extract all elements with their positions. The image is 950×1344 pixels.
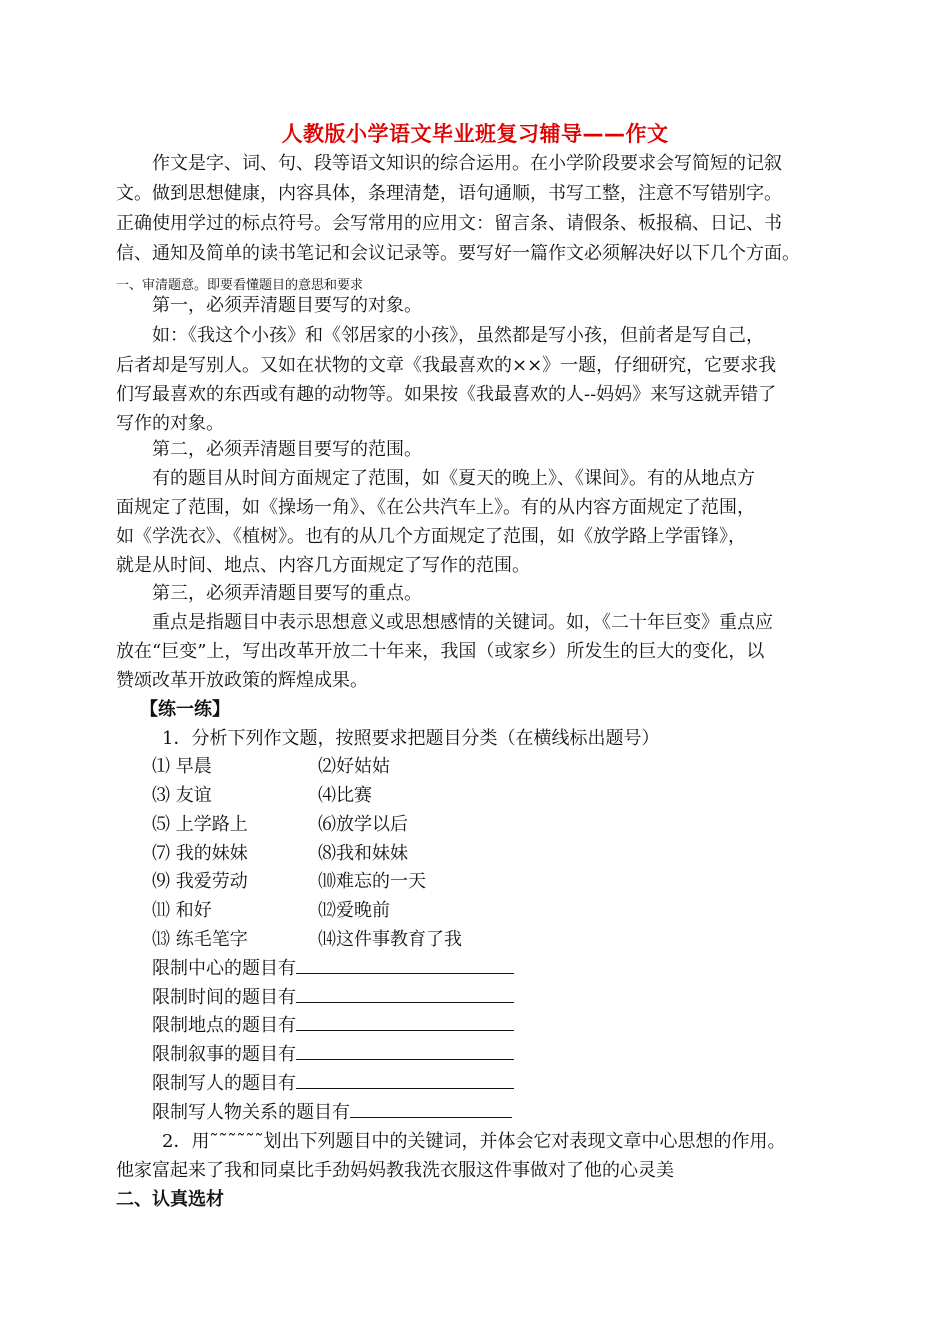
topic-item: ⑸ 上学路上	[152, 814, 248, 835]
topic-item: ⑴ 早晨	[152, 756, 212, 777]
topic-item: ⑼ 我爱劳动	[152, 871, 248, 892]
topic-item: ⑿爱晚前	[318, 900, 390, 921]
intro-line: 正确使用学过的标点符号。会写常用的应用文：留言条、请假条、板报稿、日记、书	[116, 213, 782, 234]
fill-in-label: 限制写人的题目有	[152, 1073, 296, 1094]
point-3-heading: 第三，必须弄清题目要写的重点。	[152, 583, 422, 604]
question-2: 2．用˜˜˜˜˜˜划出下列题目中的关键词，并体会它对表现文章中心思想的作用。	[162, 1131, 786, 1152]
fill-in-row	[152, 1012, 514, 1040]
fill-in-label: 限制中心的题目有	[152, 958, 296, 979]
question-2-topics: 他家富起来了我和同桌比手劲妈妈教我洗衣服这件事做对了他的心灵美	[116, 1160, 674, 1181]
topic-item: ⑶ 友谊	[152, 785, 212, 806]
fill-in-label: 限制时间的题目有	[152, 987, 296, 1008]
topic-item: ⑺ 我的妹妹	[152, 843, 248, 864]
point-1-heading: 第一，必须弄清题目要写的对象。	[152, 295, 422, 316]
intro-line: 文。做到思想健康，内容具体，条理清楚，语句通顺，书写工整，注意不写错别字。	[116, 183, 782, 204]
answer-blank[interactable]	[296, 955, 514, 974]
fill-in-row	[152, 1070, 514, 1098]
point-2-body: 有的题目从时间方面规定了范围，如《夏天的晚上》、《课间》。有的从地点方	[152, 468, 755, 489]
point-1-body: 后者却是写别人。又如在状物的文章《我最喜欢的××》一题，仔细研究，它要求我	[116, 355, 777, 376]
fill-in-label: 限制写人物关系的题目有	[152, 1102, 350, 1123]
intro-line: 信、通知及简单的读书笔记和会议记录等。要写好一篇作文必须解决好以下几个方面。	[116, 243, 800, 264]
topic-item: ⑹放学以后	[318, 814, 408, 835]
topic-item: ⑷比赛	[318, 785, 372, 806]
point-1-body: 写作的对象。	[116, 413, 224, 434]
fill-in-label: 限制地点的题目有	[152, 1015, 296, 1036]
point-2-body: 就是从时间、地点、内容几方面规定了写作的范围。	[116, 555, 530, 576]
fill-in-row	[152, 1041, 514, 1069]
point-3-body: 赞颂改革开放政策的辉煌成果。	[116, 670, 368, 691]
topic-item: ⑾ 和好	[152, 900, 212, 921]
topic-item: ⒁这件事教育了我	[318, 929, 462, 950]
fill-in-row	[152, 955, 514, 983]
fill-in-row	[152, 1099, 512, 1127]
point-2-body: 面规定了范围，如《操场一角》、《在公共汽车上》。有的从内容方面规定了范围，	[116, 497, 755, 518]
fill-in-label: 限制叙事的题目有	[152, 1044, 296, 1065]
answer-blank[interactable]	[350, 1099, 512, 1118]
point-2-heading: 第二，必须弄清题目要写的范围。	[152, 439, 422, 460]
answer-blank[interactable]	[296, 1012, 514, 1031]
fill-in-row	[152, 984, 514, 1012]
intro-line: 作文是字、词、句、段等语文知识的综合运用。在小学阶段要求会写简短的记叙	[152, 153, 782, 174]
point-3-body: 重点是指题目中表示思想意义或思想感情的关键词。如，《二十年巨变》重点应	[152, 612, 773, 633]
practice-heading: 【练一练】	[140, 699, 230, 720]
document-title: 人教版小学语文毕业班复习辅导——作文	[281, 122, 669, 146]
point-1-body: 如：《我这个小孩》和《邻居家的小孩》，虽然都是写小孩，但前者是写自己，	[152, 325, 764, 346]
answer-blank[interactable]	[296, 1070, 514, 1089]
topic-item: ⑽难忘的一天	[318, 871, 426, 892]
answer-blank[interactable]	[296, 984, 514, 1003]
point-2-body: 如《学洗衣》、《植树》。也有的从几个方面规定了范围，如《放学路上学雷锋》，	[116, 526, 746, 547]
point-1-body: 们写最喜欢的东西或有趣的动物等。如果按《我最喜欢的人--妈妈》来写这就弄错了	[116, 384, 777, 405]
answer-blank[interactable]	[296, 1041, 514, 1060]
section-heading-1: 一、审清题意。即要看懂题目的意思和要求	[116, 278, 364, 293]
section-heading-2: 二、认真选材	[116, 1189, 224, 1210]
point-3-body: 放在“巨变”上，写出改革开放二十年来，我国（或家乡）所发生的巨大的变化，以	[116, 641, 765, 662]
topic-item: ⒀ 练毛笔字	[152, 929, 248, 950]
topic-item: ⑵好姑姑	[318, 756, 390, 777]
topic-item: ⑻我和妹妹	[318, 843, 408, 864]
question-1: 1．分析下列作文题，按照要求把题目分类（在横线标出题号）	[162, 728, 660, 749]
